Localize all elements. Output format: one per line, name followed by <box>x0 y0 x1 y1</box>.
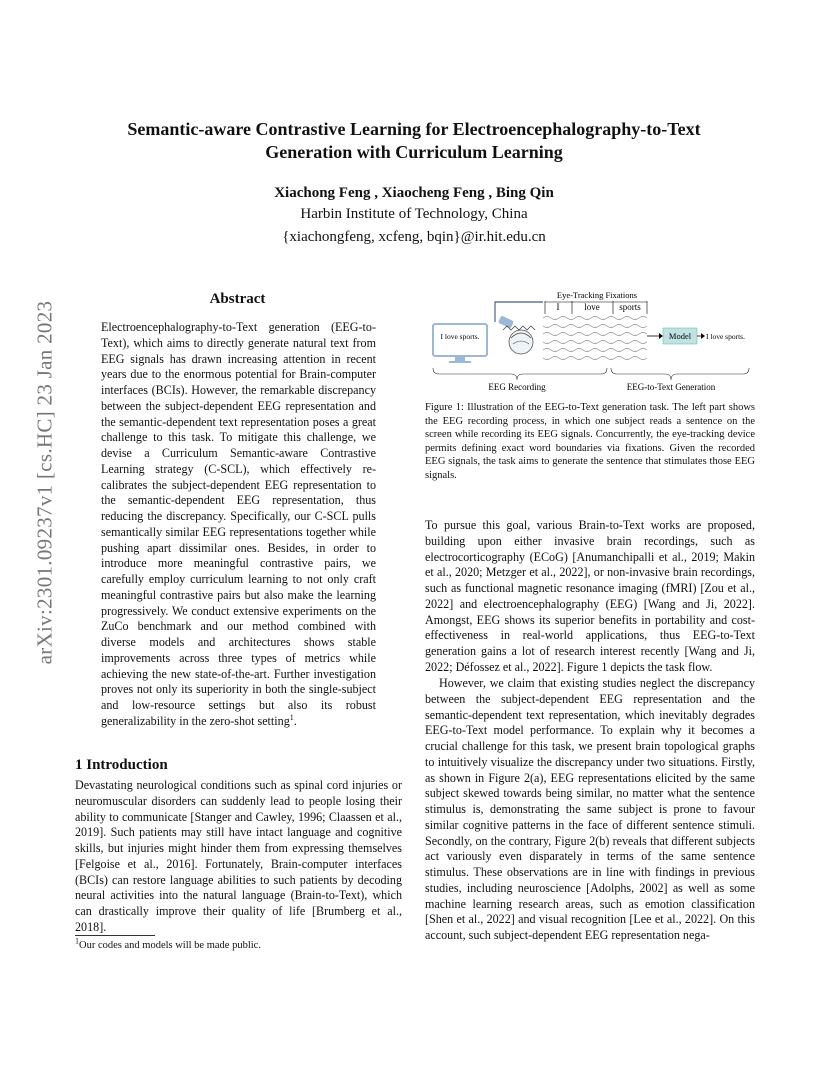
affiliation: Harbin Institute of Technology, China <box>300 206 528 222</box>
fig-head <box>498 315 533 354</box>
fig-left-label: EEG Recording <box>488 382 546 392</box>
right-paragraph-2-body: However, we claim that existing studies neglect the discrepancy between the subject-dependent EEG representation and the semantic-dependent text representation, which inevitably degrades EEG-to-Text model performance. To explain why it becomes a crucial challenge for this task, we present brain topological graphs to intuitively visualize the discrepancy under two situations. Firstly, as shown in Figure 2(a), EEG representations elicited by the same subject skewed towards being similar, no matter what the sentence stimulus is, demonstrating the same subject is prone to favour similar cognitive patterns in the face of different sentence stimuli. Secondly, on the contrary, Figure 2(b) reveals that different subjects act variously even disparately in terms of the same sentence stimulus. These observations are in line with findings in previous studies, including neuroscience [Adolphs, 2002] as well as some machine learning research areas, such as emotion classification [Shen et al., 2022] and visual recognition [Lee et al., 2022]. On this account, such subject-dependent EEG representation nega- <box>425 676 755 942</box>
email: {xiachongfeng, xcfeng, bqin}@ir.hit.edu.cn <box>282 229 546 245</box>
paper-title <box>60 118 768 164</box>
title-line-2: Generation with Curriculum Learning <box>265 142 563 162</box>
fig-word-1: I <box>556 302 560 312</box>
figure-caption: Figure 1: Illustration of the EEG-to-Text generation task. The left part shows the EEG recording process, in which one subject reads a sentence on the screen while recording its EEG signals. Concurrently, the eye-tracking device permits defining exact word boundaries via fixations. Given the recorded EEG signals, the task aims to generate the sentence that stimulates those EEG signals. <box>425 402 755 481</box>
fig-output-text: I love sports. <box>706 332 745 341</box>
fig-word-2: love <box>584 302 600 312</box>
right-paragraph-2 <box>425 676 755 944</box>
footnote-text: Our codes and models will be made public. <box>79 940 261 951</box>
fig-right-label: EEG-to-Text Generation <box>626 382 716 392</box>
fig-word-3: sports <box>619 302 641 312</box>
footnote-ref[interactable]: 1 <box>289 712 294 722</box>
abstract-end: . <box>293 713 297 728</box>
arxiv-stamp: arXiv:2301.09237v1 [cs.HC] 23 Jan 2023 <box>32 300 57 665</box>
footnote-mark: 1 <box>75 936 79 946</box>
abstract-heading: Abstract <box>209 291 266 307</box>
title-line-1: Semantic-aware Contrastive Learning for Electroencephalography-to-Text <box>127 119 701 139</box>
right-paragraph-1: To pursue this goal, various Brain-to-Text works are proposed, building upon either invasive brain recordings, such as electrocorticography (ECoG) [Anumanchipalli et al., 2019; Makin et al., 2020; Metzger et al., 2022], or non-invasive brain recordings, such as functional magnetic resonance imaging (fMRI) [Zou et al., 2022] and electroencephalography (EEG) [Wang and Ji, 2022]. Amongst, EEG shows its superior benefits in portability and cost-effectiveness in real-world applications, thus EEG-to-Text generation gains a lot of research interest recently [Wang and Ji, 2022; Défossez et al., 2022]. Figure 1 depicts the task flow. <box>425 518 755 674</box>
footnote-rule <box>75 935 155 936</box>
abstract-text <box>101 320 376 730</box>
fig-fixations-label: Eye-Tracking Fixations <box>556 290 638 300</box>
intro-heading: 1 Introduction <box>75 757 168 773</box>
authors: Xiachong Feng , Xiaocheng Feng , Bing Qin <box>274 185 554 201</box>
fig-model-label: Model <box>668 331 692 341</box>
fig-screen-text: I love sports. <box>440 332 480 341</box>
intro-text: Devastating neurological conditions such as spinal cord injuries or neuromuscular disorders can suddenly lead to people losing their ability to communicate [Stanger and Cawley, 1996; Claassen et al., 2019]. Such patients may still have intact language and cognitive skills, but injuries might hinder them from expressing themselves [Felgoise et al., 2016]. Fortunately, Brain-computer interfaces (BCIs) can restore language abilities to such patients by decoding neural activities into the natural language (Brain-to-Text), which can drastically improve their quality of life [Brumberg et al., 2018]. <box>75 778 402 934</box>
figure-1 <box>425 288 755 392</box>
eeg-signal-lines <box>543 317 647 360</box>
abstract-body: Electroencephalography-to-Text generation (EEG-to-Text), which aims to directly generate natural text from EEG signals has drawn increasing attention in recent years due to the enormous potential for Brain-computer interfaces (BCIs). However, the remarkable discrepancy between the subject-dependent EEG representation and the semantic-dependent text representation poses a great challenge to this task. To mitigate this challenge, we devise a Curriculum Semantic-aware Contrastive Learning strategy (C-SCL), which effectively re-calibrates the subject-dependent EEG representation to the semantic-dependent EEG representation, thus reducing the discrepancy. Specifically, our C-SCL pulls semantically similar EEG representations together while pushing apart dissimilar ones. Besides, in order to introduce more meaningful contrastive pairs, we carefully employ curriculum learning to not only craft meaningful contrastive pairs but also make the learning progressively. We conduct extensive experiments on the ZuCo benchmark and our method combined with diverse models and architectures shows stable improvements across three types of metrics while achieving the new state-of-the-art. Further investigation proves not only its superiority in both the single-subject and low-resource settings but also its robust generalizability in the zero-shot setting <box>101 320 376 728</box>
footnote <box>75 936 402 952</box>
